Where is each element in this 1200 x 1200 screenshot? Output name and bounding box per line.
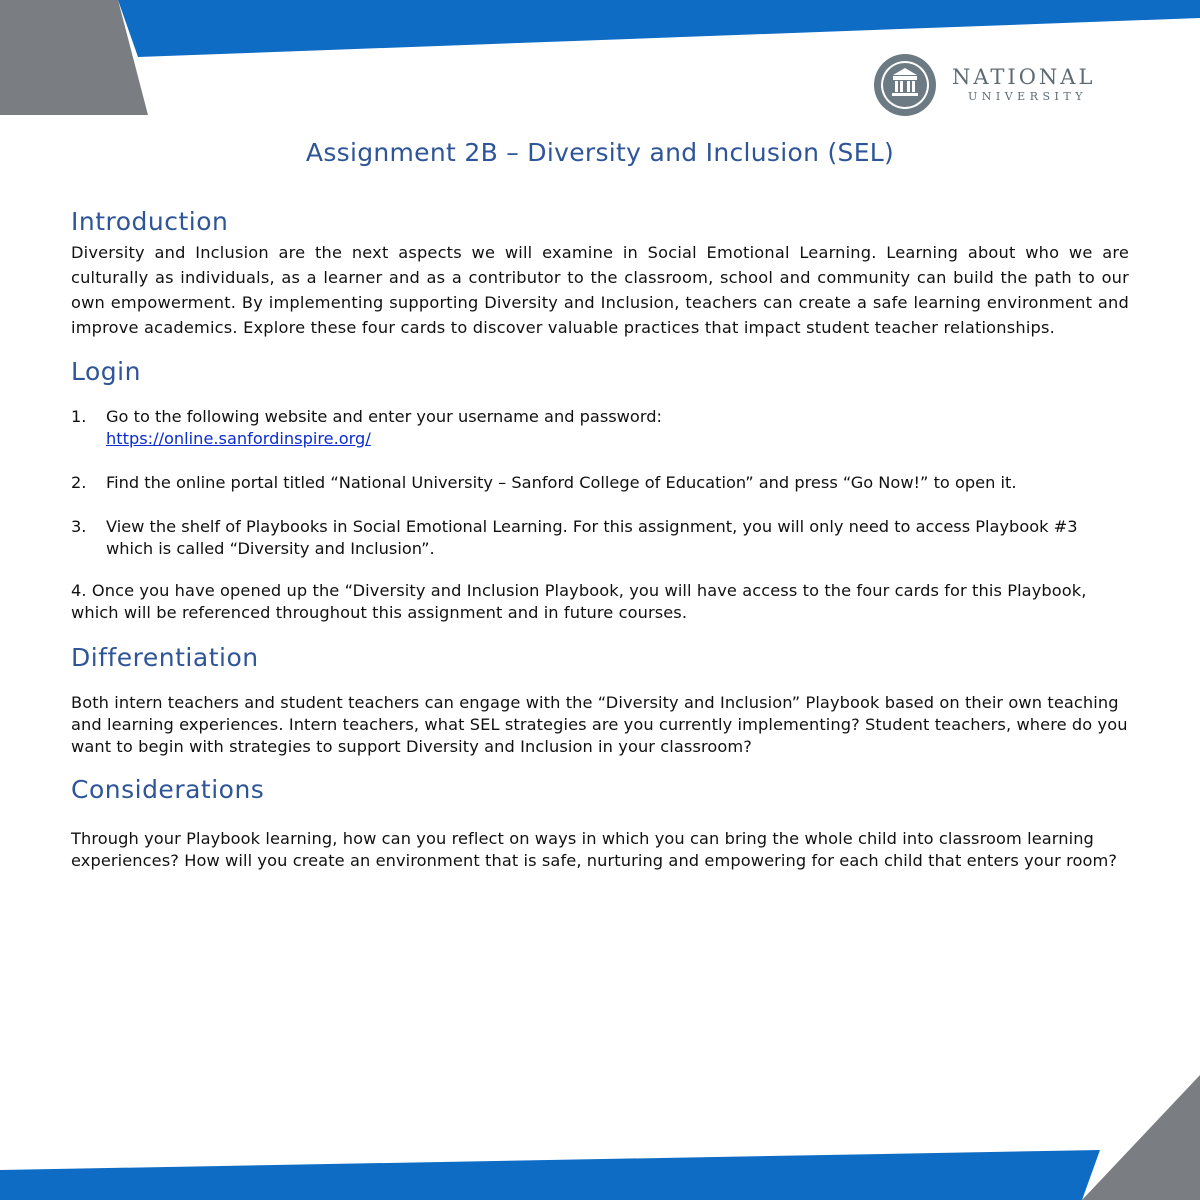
sanford-inspire-link[interactable]: https://online.sanfordinspire.org/: [106, 429, 371, 448]
document-body: [71, 204, 1129, 872]
differentiation-heading: Differentiation: [71, 643, 259, 672]
login-step-3: [71, 516, 1129, 560]
university-seal-icon: [872, 52, 938, 118]
introduction-paragraph: Diversity and Inclusion are the next aspects we will examine in Social Emotional Learning. Learning about who we are culturally as individuals, as a learner and as a contributor to the classroom, school and community can build the path to our own empowerment. By implementing supporting Diversity and Inclusion, teachers can create a safe learning environment and improve academics. Explore these four cards to discover valuable practices that impact student teacher relationships.: [71, 243, 1129, 337]
top-blue-shape: [118, 0, 1200, 57]
introduction-heading: Introduction: [71, 207, 229, 236]
step-number: 3.: [71, 517, 87, 536]
differentiation-paragraph: Both intern teachers and student teachers can engage with the “Diversity and Inclusion” Playbook based on their own teaching and learning experiences. Intern teachers, what SEL strategies are you currently implementing? Student teachers, where do you want to begin with strategies to support Diversity and Inclusion in your classroom?: [71, 693, 1128, 756]
bottom-gray-shape: [1082, 1075, 1200, 1200]
considerations-paragraph: Through your Playbook learning, how can you reflect on ways in which you can bring the whole child into classroom learning experiences? How will you create an environment that is safe, nurturing and empowering for each child that enters your room?: [71, 829, 1118, 870]
step-text: Find the online portal titled “National University – Sanford College of Education” and press “Go Now!” to open it.: [106, 473, 1017, 492]
considerations-heading: Considerations: [71, 775, 265, 804]
logo-name: NATIONAL: [952, 65, 1096, 89]
login-step-1: [71, 406, 1129, 450]
step-text: View the shelf of Playbooks in Social Emotional Learning. For this assignment, you will only need to access Playbook #3 which is called “Diversity and Inclusion”.: [106, 517, 1078, 558]
university-logo: [872, 52, 1095, 118]
step-number: 2.: [71, 473, 87, 492]
step-number: 1.: [71, 407, 87, 426]
login-steps-list: [71, 406, 1129, 560]
page-title: Assignment 2B – Diversity and Inclusion (SEL): [305, 138, 895, 167]
bottom-decorative-band: [0, 1075, 1200, 1200]
step-text: Go to the following website and enter your username and password:: [106, 407, 662, 426]
login-step-2: [71, 472, 1129, 494]
logo-subtitle: UNIVERSITY: [968, 90, 1087, 103]
bottom-blue-shape: [0, 1150, 1100, 1200]
login-heading: Login: [71, 357, 141, 386]
login-step-4: 4. Once you have opened up the “Diversity and Inclusion Playbook, you will have access to the four cards for this Playbook, which will be referenced throughout this assignment and in future courses.: [71, 581, 1087, 622]
